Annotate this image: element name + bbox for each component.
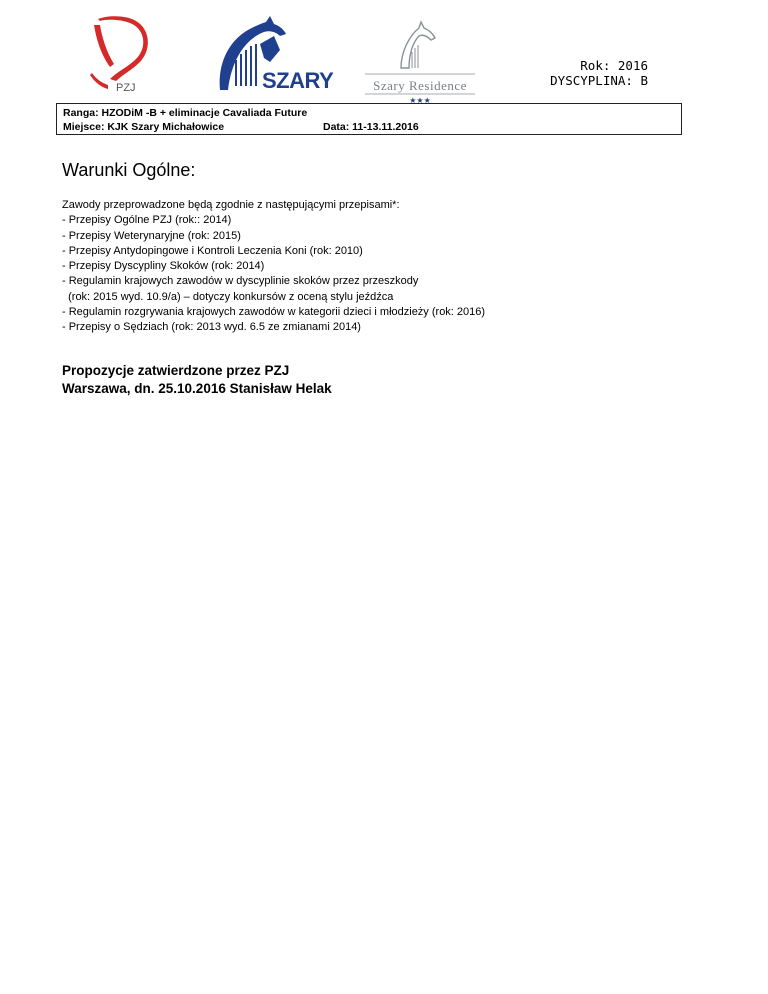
szary-logo-text: SZARY (262, 68, 334, 93)
rule-item: - Przepisy Ogólne PZJ (rok:: 2014) (62, 214, 232, 227)
rank-line: Ranga: HZODiM -B + eliminacje Cavaliada Future (63, 107, 308, 119)
rules-list (62, 198, 485, 336)
place-date-line (63, 121, 419, 133)
rule-item: - Przepisy Antydopingowe i Kontroli Leczenia Koni (rok: 2010) (62, 244, 363, 257)
rule-item: - Przepisy Weterynaryjne (rok: 2015) (62, 229, 241, 242)
approval-block (62, 362, 332, 398)
approval-signature-line: Warszawa, dn. 25.10.2016 Stanisław Helak (62, 381, 332, 396)
section-title: Warunki Ogólne: (62, 160, 196, 180)
pzj-logo (86, 15, 150, 95)
rule-item: - Przepisy o Sędziach (rok: 2013 wyd. 6.5 ze zmianami 2014) (62, 321, 361, 334)
date-label: Data: 11-13.11.2016 (323, 121, 419, 133)
place-label: Miejsce: KJK Szary Michałowice (63, 121, 225, 133)
event-info-box (56, 103, 682, 135)
discipline-label: DYSCYPLINA: B (550, 73, 648, 88)
szary-logo (214, 14, 334, 94)
rule-item: (rok: 2015 wyd. 10.9/a) – dotyczy konkursów z oceną stylu jeźdźca (62, 290, 394, 303)
pzj-logo-text: PZJ (116, 82, 136, 94)
szary-residence-logo (355, 12, 485, 104)
rule-item: - Przepisy Dyscypliny Skoków (rok: 2014) (62, 260, 265, 273)
year-label: Rok: 2016 (580, 58, 648, 73)
residence-logo-text: Szary Residence (373, 78, 467, 93)
rules-intro: Zawody przeprowadzone będą zgodnie z następującymi przepisami*: (62, 199, 400, 211)
rule-item: - Regulamin rozgrywania krajowych zawodów w kategorii dzieci i młodzieży (rok: 2016) (62, 306, 486, 319)
approval-line: Propozycje zatwierdzone przez PZJ (62, 363, 290, 378)
rule-item: - Regulamin krajowych zawodów w dyscyplinie skoków przez przeszkody (62, 275, 419, 288)
residence-stars: ★★★ (409, 96, 431, 105)
header-meta (550, 58, 648, 88)
